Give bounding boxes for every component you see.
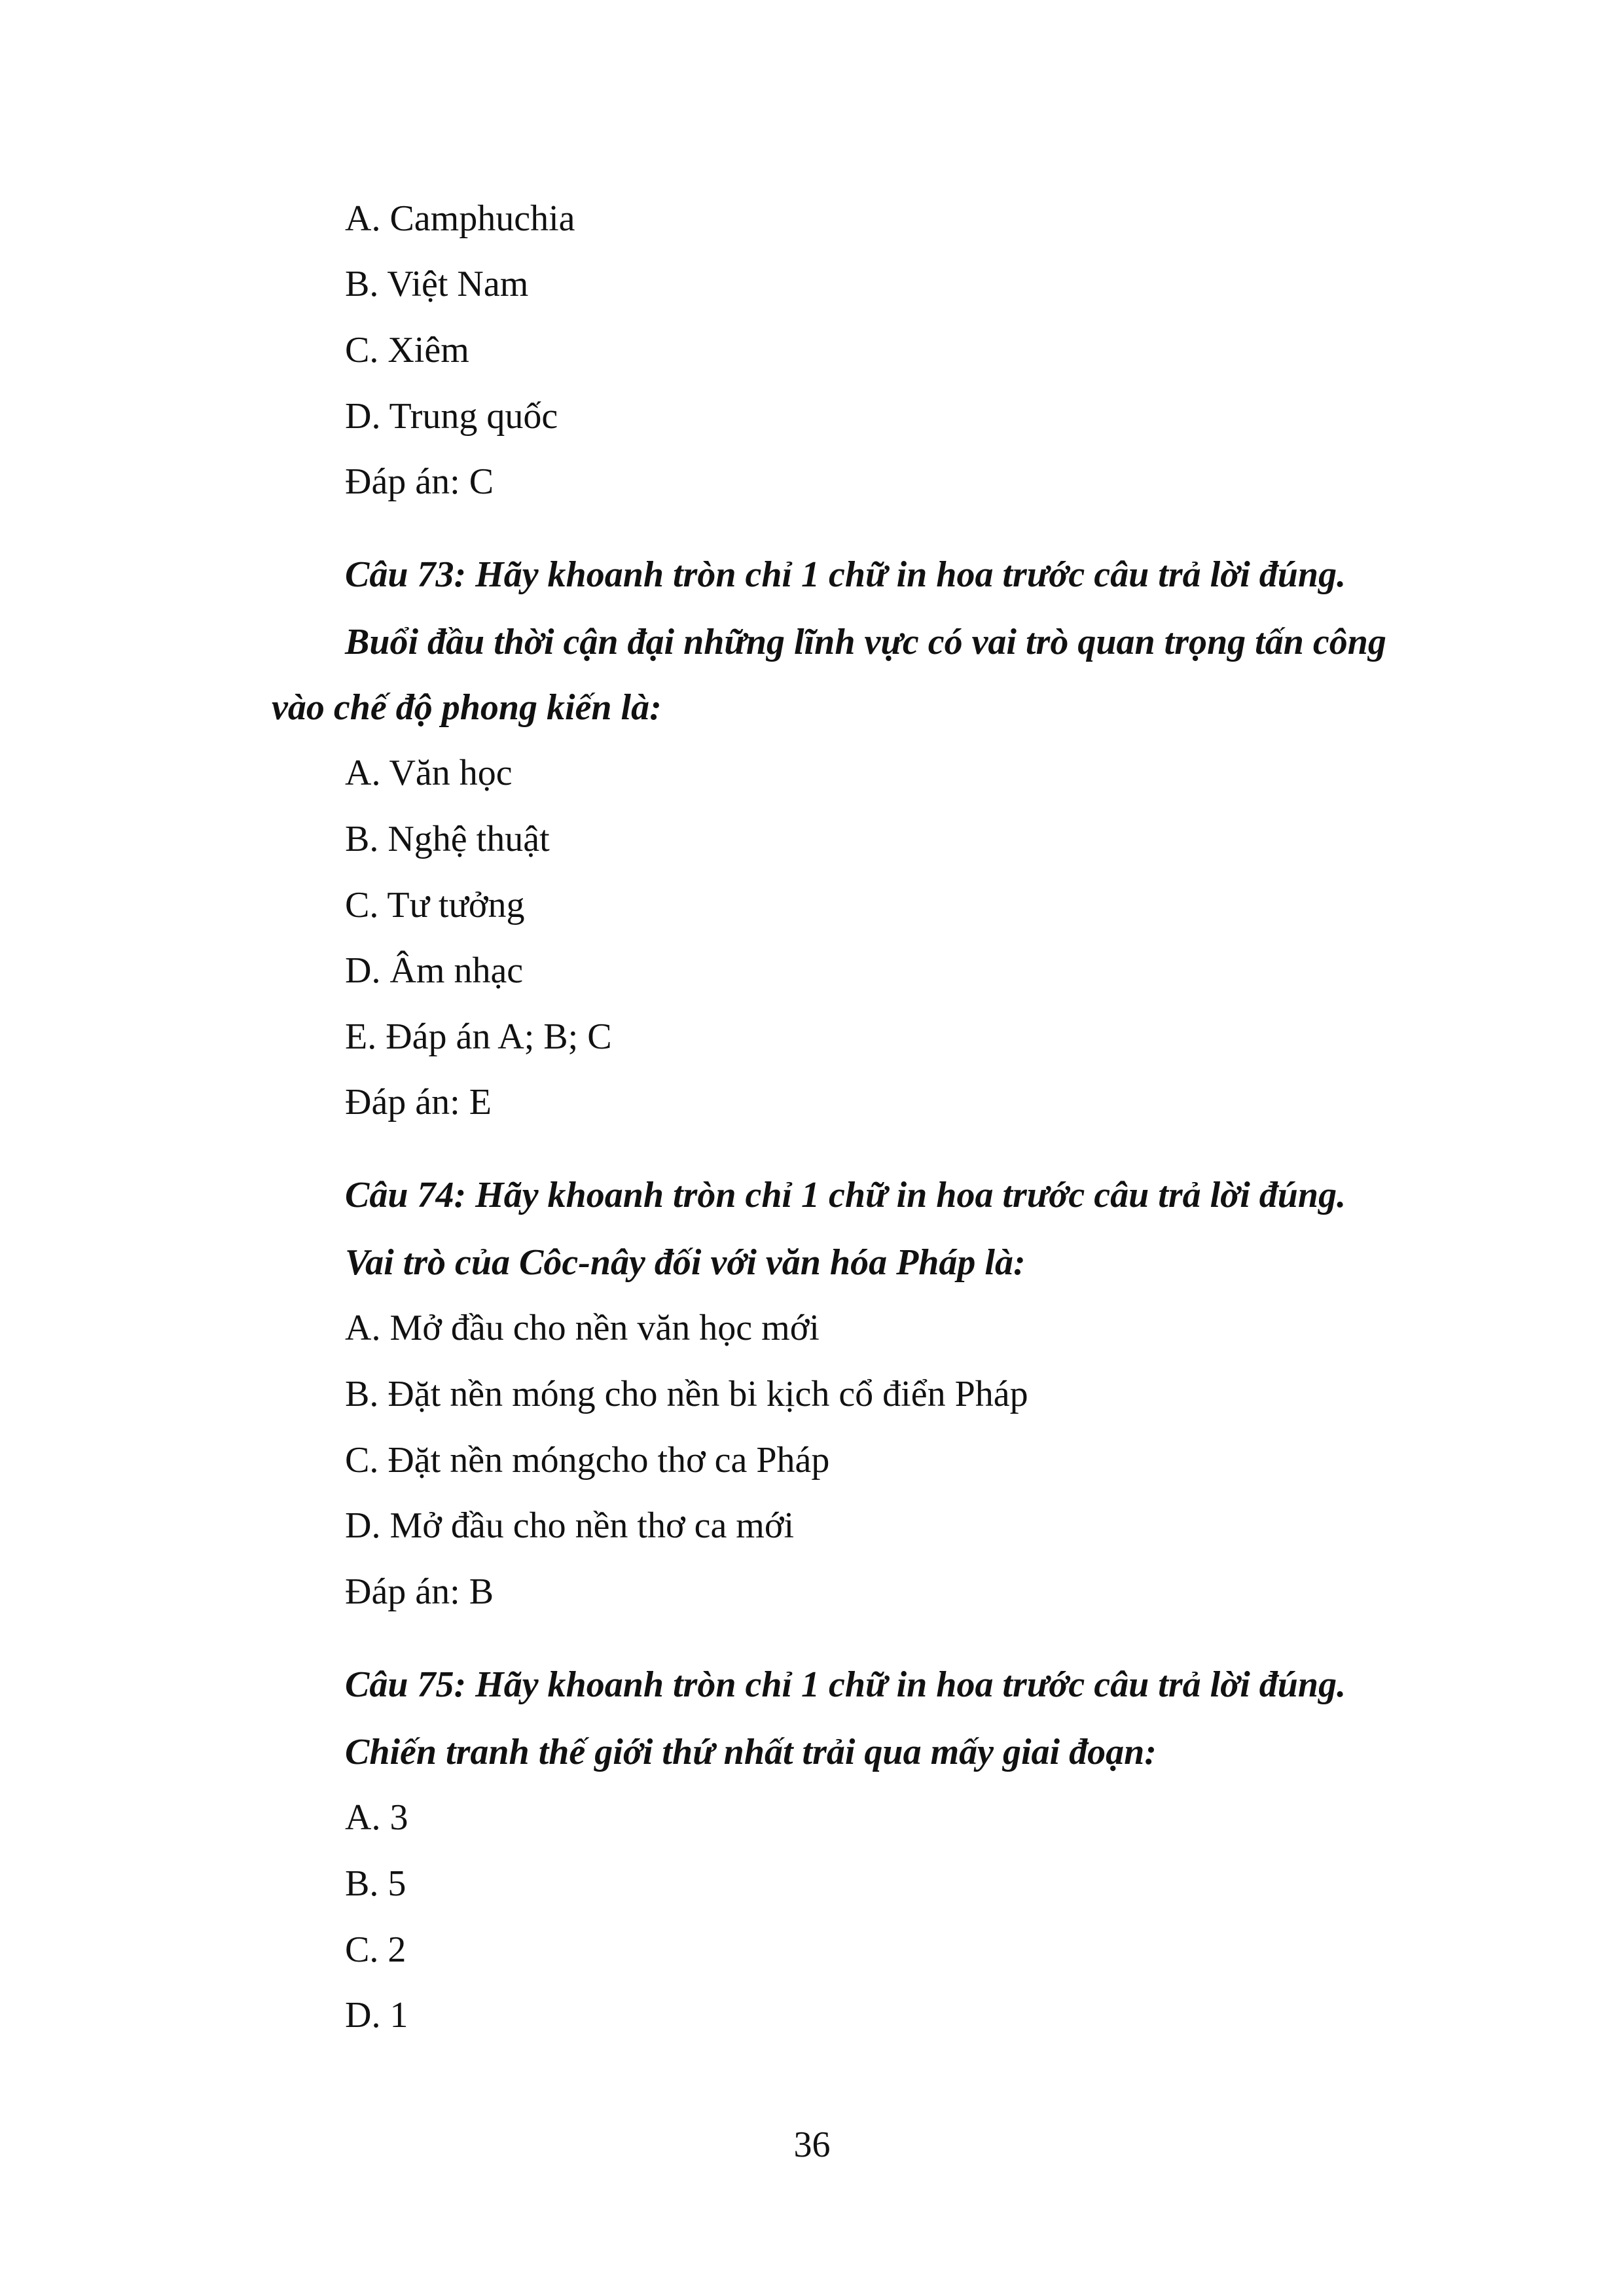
q74-answer: Đáp án: B [345, 1571, 494, 1612]
q73-option-a: A. Văn học [345, 753, 513, 793]
prev-option-a: A. Camphuchia [345, 198, 575, 239]
prev-answer: Đáp án: C [345, 461, 494, 502]
q73-option-c: C. Tư tưởng [345, 885, 525, 925]
prev-option-d: D. Trung quốc [345, 396, 558, 437]
prev-option-b: B. Việt Nam [345, 264, 529, 304]
q74-option-d: D. Mở đầu cho nền thơ ca mới [345, 1505, 795, 1546]
q75-option-d: D. 1 [345, 1995, 408, 2036]
q73-option-b: B. Nghệ thuật [345, 819, 550, 859]
q73-text-line1: Buổi đầu thời cận đại những lĩnh vực có vai trò quan trọng tấn công [345, 622, 1386, 662]
q73-answer: Đáp án: E [345, 1082, 492, 1122]
q75-option-c: C. 2 [345, 1929, 406, 1970]
q74-option-b: B. Đặt nền móng cho nền bi kịch cổ điển Pháp [345, 1374, 1028, 1414]
q75-option-b: B. 5 [345, 1863, 406, 1904]
q74-text-line1: Vai trò của Côc-nây đối với văn hóa Pháp là: [345, 1242, 1026, 1283]
q74-header: Câu 74: Hãy khoanh tròn chỉ 1 chữ in hoa trước câu trả lời đúng. [345, 1175, 1346, 1215]
q75-text-line1: Chiến tranh thế giới thứ nhất trải qua mấy giai đoạn: [345, 1732, 1157, 1772]
q73-option-d: D. Âm nhạc [345, 950, 524, 991]
q75-option-a: A. 3 [345, 1797, 408, 1838]
q73-option-e: E. Đáp án A; B; C [345, 1016, 612, 1057]
page-number: 36 [793, 2125, 831, 2165]
q74-option-a: A. Mở đầu cho nền văn học mới [345, 1308, 820, 1348]
prev-option-c: C. Xiêm [345, 330, 469, 370]
q73-text-line2: vào chế độ phong kiến là: [272, 687, 662, 728]
q74-option-c: C. Đặt nền móngcho thơ ca Pháp [345, 1440, 830, 1480]
q73-header: Câu 73: Hãy khoanh tròn chỉ 1 chữ in hoa trước câu trả lời đúng. [345, 554, 1346, 595]
q75-header: Câu 75: Hãy khoanh tròn chỉ 1 chữ in hoa trước câu trả lời đúng. [345, 1664, 1346, 1705]
